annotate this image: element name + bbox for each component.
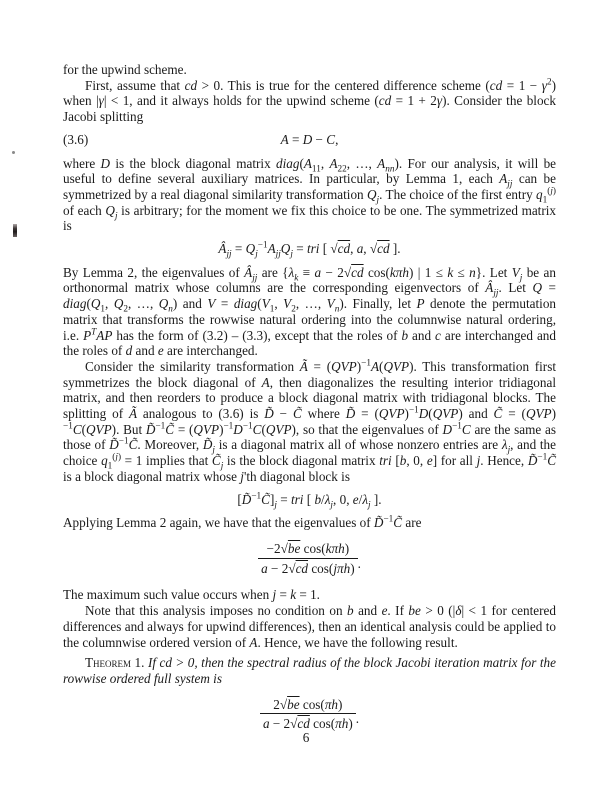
equation-3-6 xyxy=(63,132,556,148)
paragraph-note-analysis: Note that this analysis imposes no condition on b and e. If be > 0 (|δ| < 1 for centered differences and always for upwind differences), then an identical analysis could be applied to the columnwise ordered version of A. Hence, we have the following result. xyxy=(63,603,556,650)
fraction-period: . xyxy=(357,555,361,571)
fraction-denominator: a − 2√cd cos(jπh) xyxy=(261,560,355,576)
paragraph-consider-similarity: Consider the similarity transformation Ã = (QVP)$^{-1}$A(QVP). This transformation first symmetrizes the block diagonal of A, then diagonalizes the resulting interior tridiagonal matrix, and then reorders to produce a block diagonal matrix with tridiagonal blocks. The splitting of Ã analogous to (3.6) is D̃ − C̃ where D̃ = (QVP)$^{-1}$D(QVP) and C̃ = (QVP)$^{-1}$C(QVP). But D̃$^{-1}$C̃ = $(QVP)^{-1}D^{-1}C(QVP)$, so that the eigenvalues of $D^{-1}C$ are the same as those of D̃$^{-1}$C̃. Moreover, $D̃_j$ is a diagonal matrix all of whose nonzero entries are $\lambda_j$, and the choice $q_1^{(j)} = 1$ implies that $C̃_j$ is the block diagonal matrix tri [b, 0, e] for all j. Hence, D̃$^{-1}$C̃ is a block diagonal matrix whose j'th diagonal block is xyxy=(63,357,557,484)
fraction xyxy=(260,697,356,732)
paragraph-theorem-1: Theorem 1. If cd > 0, then the spectral radius of the block Jacobi iteration matrix for the rowwise ordered full system is xyxy=(63,655,557,686)
fraction-numerator: −2√be cos(kπh) xyxy=(258,541,357,559)
scan-streak-artifact xyxy=(13,224,17,237)
equation-3-6-body: A = D − C, xyxy=(280,131,339,147)
equation-diagonal-block: $[D̃^{-1}C̃]_j$ = tri [ $b/\lambda_j$, 0, $e/\lambda_j$ ]. xyxy=(237,490,382,510)
equation-spectral-radius-fraction xyxy=(63,697,556,732)
paragraph-first-assume: First, assume that cd > 0. This is true for the centered difference scheme $(cd = 1 - \gamma^2)$ when |γ| < 1, and it always holds for the upwind scheme (cd = 1 + 2γ). Consider the block Jacobi splitting xyxy=(63,76,556,125)
paragraph-applying-lemma-2: Applying Lemma 2 again, we have that the eigenvalues of D̃$^{-1}$C̃ are xyxy=(63,513,422,531)
equation-symmetrized-matrix: $Â_{jj} = Q_j^{-1}A_{jj}Q_j$ = tri [ √cd, a, √cd ]. xyxy=(218,239,401,259)
scan-speck-artifact xyxy=(12,151,15,154)
paragraph-where-d: where D is the block diagonal matrix $diag(A_{11}$, $A_{22}$, …, $A_{nn}$). For our analysis, it will be useful to define several auxiliary matrices. In particular, by Lemma 1, each $A_{jj}$ can be symmetrized by a real diagonal similarity transformation $Q_j$. The choice of the first entry $q_1^{(j)}$ of each $Q_j$ is arbitrary; for the moment we fix this choice to be one. The symmetrized matrix is xyxy=(63,155,557,234)
page-number: 6 xyxy=(302,730,310,745)
fraction-numerator: 2√be cos(πh) xyxy=(260,697,356,715)
paragraph-by-lemma-2: By Lemma 2, the eigenvalues of $Â_{jj}$ are {$\lambda_k \equiv a - 2√cd$ cos(kπh) | 1 ≤ k ≤ n}. Let $V_j$ be an orthonormal matrix whose columns are the corresponding eigenvectors of $Â_{jj}$. Let $Q = diag(Q_1$, $Q_2$, …, $Q_n$) and $V = diag(V_1$, $V_2$, …, $V_n$). Finally, let P denote the permutation matrix that transforms the rowwise natural ordering into the columnwise natural ordering, i.e. $P^TAP$ has the form of (3.2) – (3.3), except that the roles of b and c are interchanged and the roles of d and e are interchanged. xyxy=(63,264,557,359)
fraction xyxy=(258,541,357,576)
fraction-denominator: a − 2√cd cos(πh) xyxy=(262,716,353,732)
equation-3-6-number: (3.6) xyxy=(63,131,89,147)
paragraph-upwind-scheme: for the upwind scheme. xyxy=(63,62,187,77)
fraction-period: . xyxy=(355,711,360,727)
paragraph-maximum-value: The maximum such value occurs when j = k = 1. xyxy=(63,587,320,603)
equation-eigenvalues-fraction xyxy=(63,541,556,576)
